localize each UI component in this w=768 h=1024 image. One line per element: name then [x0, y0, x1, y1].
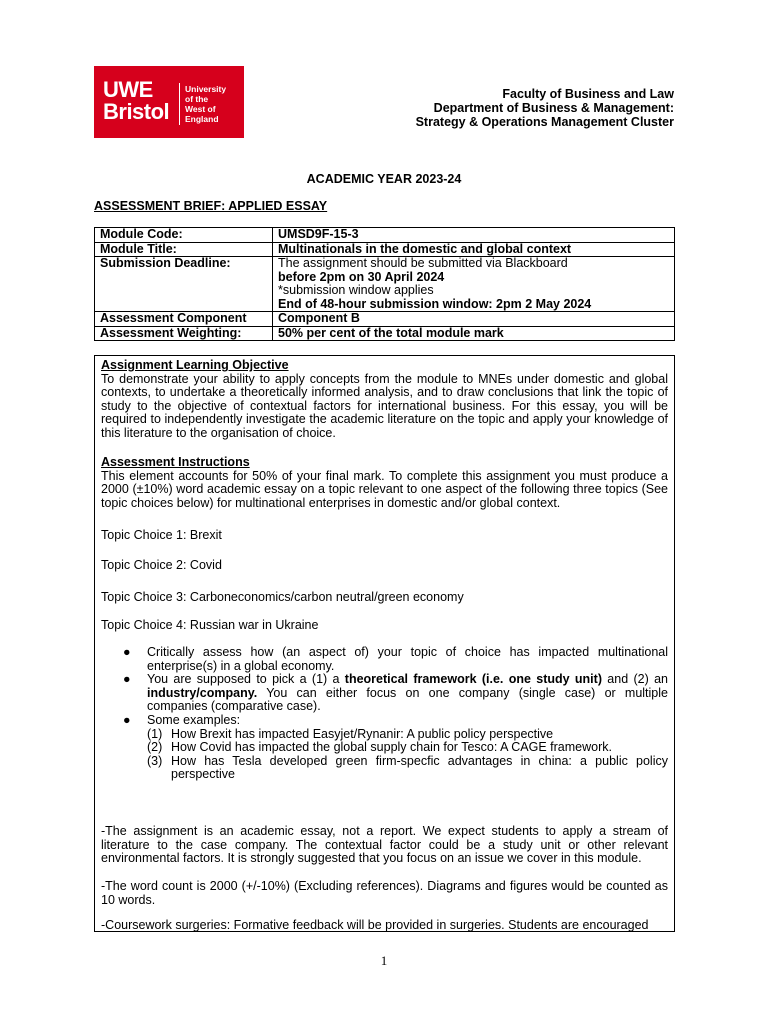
- module-info-table: [94, 227, 675, 341]
- academic-year: ACADEMIC YEAR 2023-24: [306, 172, 462, 186]
- topic-choice-2: Topic Choice 2: Covid: [101, 558, 222, 572]
- logo-line-2: of the: [185, 94, 209, 104]
- example-2-text: How Covid has impacted the global supply chain for Tesco: A CAGE framework.: [171, 740, 612, 755]
- logo-line-3: West of: [185, 104, 216, 114]
- uwe-bristol-logo: [94, 66, 244, 138]
- list-item: [101, 646, 668, 673]
- bullet-3-text: Some examples:: [147, 712, 241, 727]
- examples-list: [147, 728, 668, 782]
- list-item: [101, 714, 668, 782]
- instructions-heading: Assessment Instructions: [101, 455, 250, 469]
- topic-choice-4: Topic Choice 4: Russian war in Ukraine: [101, 618, 319, 632]
- bullet-1-text: Critically assess how (an aspect of) your topic of choice has impacted multinational enterprise(s) in a global economy.: [147, 645, 668, 673]
- logo-bristol-text: Bristol: [103, 99, 170, 124]
- deadline-line-3: *submission window applies: [278, 283, 434, 297]
- list-item: [147, 741, 668, 755]
- weighting-value: 50% per cent of the total module mark: [273, 326, 675, 341]
- example-2-number: (2): [147, 740, 163, 755]
- table-row: [95, 326, 675, 341]
- objective-section: [101, 359, 668, 441]
- page-number: 1: [380, 953, 388, 968]
- topic-choice-1: Topic Choice 1: Brexit: [101, 528, 222, 542]
- instructions-section: [101, 456, 668, 510]
- assignment-box: [94, 355, 675, 932]
- logo-line-1: University: [185, 84, 227, 94]
- bullet-2-a: You are supposed to pick a (1) a: [147, 672, 345, 687]
- faculty-name: Faculty of Business and Law: [502, 87, 674, 101]
- bullet-2-e: You can either focus on one company (single case) or multiple companies (comparative case).: [147, 685, 668, 714]
- bullet-2-c: and (2) an: [601, 672, 668, 687]
- bullet-list: [101, 646, 668, 782]
- table-row: [95, 257, 675, 312]
- bullet-2-b: theoretical framework (i.e. one study unit): [344, 672, 602, 687]
- instructions-text: This element accounts for 50% of your final mark. To complete this assignment you must produce a 2000 (±10%) word academic essay on a topic relevant to one aspect of the following three topics (See topic choices below) for multinational enterprises in domestic and/or global context.: [101, 468, 668, 510]
- table-row: [95, 228, 675, 243]
- paragraph-essay: -The assignment is an academic essay, not a report. We expect students to apply a stream of literature to the case company. The contextual factor could be a study unit or other relevant environmental factors. It is strongly suggested that you focus on an issue we cover in this module.: [101, 824, 668, 866]
- cluster-name: Strategy & Operations Management Cluster: [415, 115, 674, 129]
- deadline-value: [273, 257, 675, 312]
- department-name: Department of Business & Management:: [433, 101, 674, 115]
- table-row: [95, 312, 675, 327]
- example-1-text: How Brexit has impacted Easyjet/Rynanir: A public policy perspective: [171, 726, 554, 741]
- logo-divider: [179, 83, 180, 125]
- weighting-label: Assessment Weighting:: [95, 326, 273, 341]
- module-code-value: UMSD9F-15-3: [273, 228, 675, 243]
- logo-line-4: England: [185, 114, 219, 124]
- bullet-2-d: industry/company.: [147, 685, 258, 700]
- list-item: [101, 673, 668, 714]
- module-code-label: Module Code:: [95, 228, 273, 243]
- module-title-value: Multinationals in the domestic and global context: [273, 242, 675, 257]
- brief-title: ASSESSMENT BRIEF: APPLIED ESSAY: [94, 199, 328, 213]
- topic-choice-3: Topic Choice 3: Carboneconomics/carbon neutral/green economy: [101, 590, 464, 604]
- objective-heading: Assignment Learning Objective: [101, 358, 289, 372]
- list-item: [147, 728, 668, 742]
- bullet-icon: ●: [123, 645, 131, 659]
- deadline-label: Submission Deadline:: [95, 257, 273, 312]
- logo-uwe-text: UWE: [103, 77, 153, 102]
- deadline-line-1: The assignment should be submitted via Blackboard: [278, 256, 568, 270]
- list-item: [147, 755, 668, 782]
- module-title-label: Module Title:: [95, 242, 273, 257]
- objective-text: To demonstrate your ability to apply concepts from the module to MNEs under domestic and global contexts, to undertake a theoretically informed analysis, and to draw conclusions that link the topic of study to the objective of contextual factors for international business. For this essay, you will be required to independently investigate the academic literature on the topic and apply your knowledge of this literature to the organisation of choice.: [101, 371, 668, 440]
- component-value: Component B: [273, 312, 675, 327]
- bullet-icon: ●: [123, 712, 131, 727]
- example-1-number: (1): [147, 726, 163, 741]
- paragraph-word-count: -The word count is 2000 (+/-10%) (Excluding references). Diagrams and figures would be counted as 10 words.: [101, 879, 668, 907]
- component-label: Assessment Component: [95, 312, 273, 327]
- table-row: [95, 242, 675, 257]
- paragraph-surgeries: -Coursework surgeries: Formative feedback will be provided in surgeries. Students are encouraged: [101, 918, 649, 932]
- deadline-line-2: before 2pm on 30 April 2024: [278, 269, 445, 284]
- deadline-line-4: End of 48-hour submission window: 2pm 2 May 2024: [278, 296, 592, 311]
- example-3-number: (3): [147, 753, 163, 768]
- example-3-text: How has Tesla developed green firm-specfic advantages in china: a public policy perspective: [171, 753, 668, 782]
- bullet-icon: ●: [123, 672, 131, 687]
